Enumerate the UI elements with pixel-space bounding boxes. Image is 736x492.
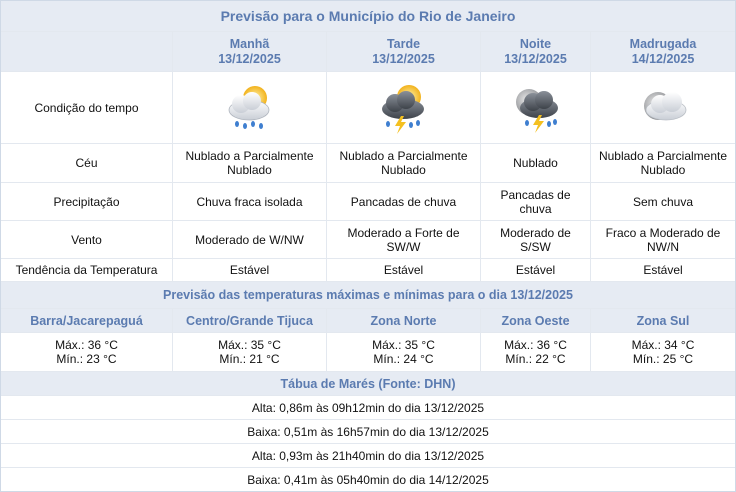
zone-name: Zona Sul [636,313,690,328]
trend-value: Estável [173,259,327,281]
period-name: Madrugada [629,36,697,51]
min-temp: Mín.: 24 °C [373,352,434,366]
sky-value: Nublado a Parcialmente Nublado [327,144,481,182]
period-date: 13/12/2025 [372,51,435,66]
cloud-sun-rain-icon [219,80,281,136]
tide-entry: Baixa: 0,51m às 16h57min do dia 13/12/2025 [247,424,489,439]
min-temp: Mín.: 21 °C [219,352,280,366]
zone-temps [327,333,481,371]
zone-temps-row [1,333,735,372]
period-name: Manhã [229,36,270,51]
period-header-tarde [327,32,481,71]
sky-value: Nublado a Parcialmente Nublado [598,149,728,177]
tide-entry: Baixa: 0,41m às 05h40min do dia 14/12/2025 [247,472,489,487]
storm-sun-rain-icon [373,80,435,136]
wind-value: Moderado de S/SW [481,221,591,258]
tide-entry: Alta: 0,86m às 09h12min do dia 13/12/2025 [251,400,485,415]
storm-moon-rain-icon [505,80,567,136]
zone-temps [481,333,591,371]
trend-value: Estável [643,263,683,277]
max-temp: Máx.: 35 °C [372,338,435,352]
precipitation-value: Pancadas de chuva [481,183,591,220]
condition-label: Condição do tempo [1,72,173,143]
zone-name: Zona Norte [327,309,481,332]
period-date: 14/12/2025 [631,51,695,66]
trend-label: Tendência da Temperatura [1,259,173,281]
zone-name: Zona Oeste [481,309,591,332]
sky-label: Céu [1,144,173,182]
max-temp: Máx.: 36 °C [504,338,567,352]
wind-label: Vento [1,221,173,258]
zone-temps [173,333,327,371]
period-header-empty [1,32,173,71]
zone-name: Centro/Grande Tijuca [173,309,327,332]
cloud-moon-icon [632,80,694,136]
temperatures-title-row [1,282,735,309]
max-temp: Máx.: 36 °C [55,338,118,352]
period-header-madrugada [591,32,735,71]
min-temp: Mín.: 23 °C [56,352,117,366]
period-header-noite [481,32,591,71]
wind-value: Moderado a Forte de SW/W [327,221,481,258]
zone-name: Barra/Jacarepaguá [1,309,173,332]
precipitation-value: Pancadas de chuva [327,183,481,220]
period-name: Noite [519,36,552,51]
period-date: 13/12/2025 [218,51,281,66]
precipitation-label: Precipitação [1,183,173,220]
max-temp: Máx.: 34 °C [631,338,695,352]
tides-title-row [1,372,735,396]
trend-row [1,259,735,282]
sky-value: Nublado a Parcialmente Nublado [173,144,327,182]
condition-row [1,72,735,144]
wind-row [1,221,735,259]
temperatures-title: Previsão das temperaturas máximas e mínimas para o dia 13/12/2025 [163,288,573,302]
condition-cell-manha [173,72,327,143]
period-date: 13/12/2025 [504,51,567,66]
page-title: Previsão para o Município do Rio de Janeiro [220,8,516,24]
zone-temps [591,333,735,371]
tide-entry: Alta: 0,93m às 21h40min do dia 13/12/2025 [251,448,485,463]
tides-title: Tábua de Marés (Fonte: DHN) [280,376,456,391]
condition-cell-madrugada [591,72,735,143]
tide-row [1,444,735,468]
tide-row [1,468,735,491]
period-header-row [1,32,735,72]
period-name: Tarde [386,36,421,51]
max-temp: Máx.: 35 °C [218,338,281,352]
min-temp: Mín.: 22 °C [505,352,566,366]
title-row [1,1,735,32]
zones-row [1,309,735,333]
sky-row [1,144,735,183]
precipitation-value: Chuva fraca isolada [173,183,327,220]
sky-value: Nublado [481,144,591,182]
zone-temps [1,333,173,371]
trend-value: Estável [481,259,591,281]
condition-cell-tarde [327,72,481,143]
condition-cell-noite [481,72,591,143]
precipitation-row [1,183,735,221]
tide-row [1,396,735,420]
wind-value: Moderado de W/NW [173,221,327,258]
precipitation-value: Sem chuva [632,194,694,209]
min-temp: Mín.: 25 °C [632,352,694,366]
period-header-manha [173,32,327,71]
tide-row [1,420,735,444]
trend-value: Estável [327,259,481,281]
wind-value: Fraco a Moderado de NW/N [605,225,721,254]
